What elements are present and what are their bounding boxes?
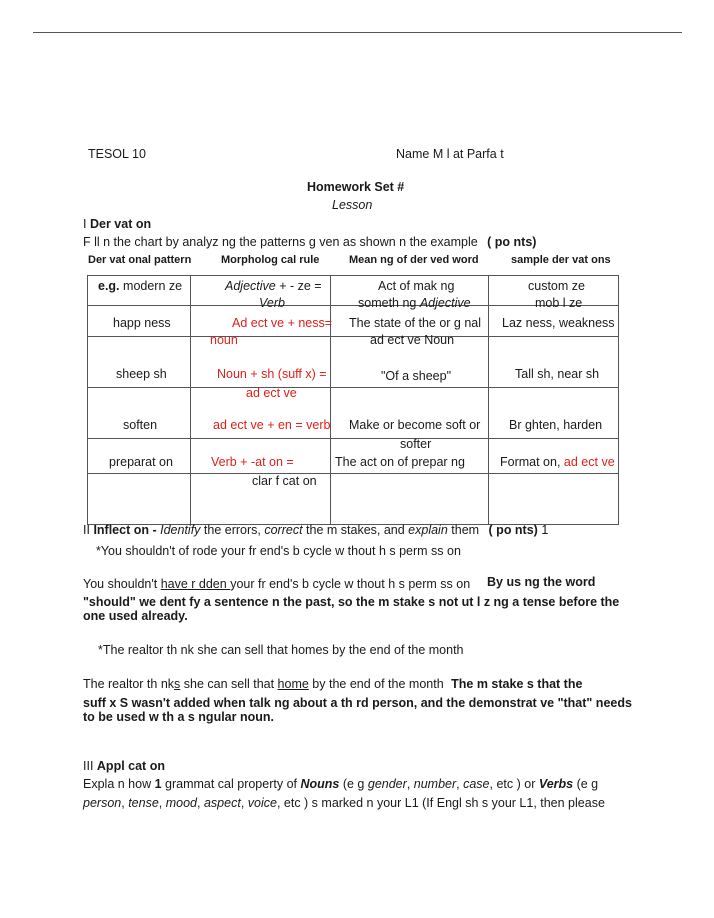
s3l1-case: case xyxy=(463,777,490,791)
answer2-expl-c: to be used w th a s ngular noun. xyxy=(83,710,274,724)
s3l1-gender: gender xyxy=(367,777,407,791)
row1-meaning-adjective: Adjective xyxy=(419,296,471,310)
row5-samples-red: ad ect ve xyxy=(563,455,615,469)
section2-answer2 xyxy=(83,677,582,691)
student-name: Name M l at Parfa t xyxy=(396,147,504,161)
row1-rule-adjective: Adjective xyxy=(225,279,276,293)
section2-item1: *You shouldn't of rode your fr end's b cycle w thout h s perm ss on xyxy=(96,544,461,558)
row4-rule: ad ect ve + en = verb xyxy=(213,418,331,432)
row5-samples xyxy=(500,455,615,469)
row1-rule-verb: Verb xyxy=(259,296,285,310)
section1-heading xyxy=(83,217,151,231)
s3l1-a: Expla n how xyxy=(83,777,155,791)
s3l1-k: , etc ) or xyxy=(489,777,539,791)
row1-meaning-a: Act of mak ng xyxy=(378,279,455,293)
row1-meaning-text: someth ng xyxy=(358,296,420,310)
row4-meaning-b: softer xyxy=(400,437,432,451)
row1-rule xyxy=(225,279,322,293)
section2-points-num: 1 xyxy=(541,523,549,537)
section1-title: Der vat on xyxy=(89,217,152,231)
answer2-part-c: she can sell that xyxy=(180,677,278,691)
section2-text2: the m stakes, and xyxy=(302,523,409,537)
row1-rule-suffix: + - ze = xyxy=(275,279,322,293)
row4-meaning-a: Make or become soft or xyxy=(349,418,481,432)
col-header-rule: Morpholog cal rule xyxy=(221,254,320,266)
section2-identify: Identify xyxy=(160,523,201,537)
derivation-table xyxy=(87,275,619,525)
section3-heading xyxy=(83,759,165,773)
section1-instruction xyxy=(83,235,536,249)
row3-meaning: "Of a sheep" xyxy=(381,369,452,383)
section3-title: Appl cat on xyxy=(96,759,165,773)
section2-correct: correct xyxy=(264,523,303,537)
section1-points: ( po nts) xyxy=(487,235,537,249)
s3l2-f: , xyxy=(197,796,204,810)
s3l2-d: , xyxy=(158,796,166,810)
row2-rule-a: Ad ect ve + ness= xyxy=(232,316,333,330)
s3l1-e: (e g xyxy=(339,777,368,791)
section3-line2 xyxy=(83,796,605,810)
page-subtitle: Lesson xyxy=(332,198,373,212)
section3-line1 xyxy=(83,777,598,791)
section2-explain: explain xyxy=(408,523,448,537)
section1-instruction-text: F ll n the chart by analyz ng the patterns g ven as shown n the example xyxy=(83,235,478,249)
row1-pattern xyxy=(98,279,182,293)
section2-text3: them xyxy=(447,523,480,537)
row4-samples: Br ghten, harden xyxy=(509,418,603,432)
s3l1-m: (e g xyxy=(573,777,599,791)
answer1-expl-c: one used already. xyxy=(83,609,188,623)
section2-title: Inflect on - xyxy=(93,523,157,537)
s3l1-g: , xyxy=(406,777,414,791)
s3l2-j: , etc ) s marked n your L1 (If Engl sh s your L1, then please xyxy=(276,796,605,810)
answer1-part-c: your fr end's b cycle w thout h s perm ss on xyxy=(230,577,471,591)
answer2-expl-a: The m stake s that the xyxy=(451,677,583,691)
row3-rule-b: ad ect ve xyxy=(246,386,297,400)
s3l1-c: grammat cal property of xyxy=(161,777,301,791)
answer2-expl-b: suff x S wasn't added when talk ng about a th rd person, and the demonstrat ve "that" needs xyxy=(83,696,632,710)
s3l2-tense: tense xyxy=(128,796,159,810)
answer2-correction-home: home xyxy=(277,677,309,691)
s3l2-b: , xyxy=(121,796,129,810)
row5-rule-b: clar f cat on xyxy=(252,474,317,488)
section2-points: ( po nts) xyxy=(488,523,538,537)
row5-rule-a: Verb + -at on = xyxy=(211,455,294,469)
row3-pattern: sheep sh xyxy=(116,367,167,381)
answer1-correction: have r dden xyxy=(160,577,231,591)
row2-rule-b: noun xyxy=(210,333,238,347)
row1-samples-b: mob l ze xyxy=(535,296,583,310)
row1-samples-a: custom ze xyxy=(528,279,585,293)
row2-meaning-a: The state of the or g nal xyxy=(349,316,482,330)
row4-pattern: soften xyxy=(123,418,158,432)
section2-text1: the errors, xyxy=(200,523,265,537)
s3l1-number: number xyxy=(413,777,457,791)
answer2-part-e: by the end of the month xyxy=(308,677,444,691)
s3l1-i: , xyxy=(456,777,464,791)
row5-pattern: preparat on xyxy=(109,455,173,469)
page-title: Homework Set # xyxy=(307,180,405,194)
s3l2-person: person xyxy=(83,796,122,810)
answer1-expl-a: By us ng the word xyxy=(487,575,596,589)
s3l2-h: , xyxy=(240,796,248,810)
s3l2-voice: voice xyxy=(247,796,277,810)
s3l2-aspect: aspect xyxy=(203,796,241,810)
row1-meaning-b xyxy=(358,296,471,310)
answer1-expl-b: "should" we dent fy a sentence n the past, so the m stake s not ut l z ng a tense before the xyxy=(83,595,620,609)
answer1-part-a: You shouldn't xyxy=(83,577,161,591)
answer2-correction-s: s xyxy=(174,677,181,691)
row2-pattern: happ ness xyxy=(113,316,171,330)
row5-meaning: The act on of prepar ng xyxy=(335,455,465,469)
top-rule xyxy=(33,32,682,33)
section1-roman: I xyxy=(83,217,87,231)
section2-answer1 xyxy=(83,577,470,591)
s3l1-b: 1 xyxy=(154,777,162,791)
row2-samples: Laz ness, weakness xyxy=(502,316,615,330)
section3-roman: III xyxy=(83,759,94,773)
col-header-meaning: Mean ng of der ved word xyxy=(349,254,479,266)
s3l1-verbs: Verbs xyxy=(538,777,574,791)
row1-eg: e.g. xyxy=(98,279,120,293)
s3l2-mood: mood xyxy=(165,796,198,810)
section2-heading xyxy=(83,523,548,537)
row1-pattern-text: modern ze xyxy=(123,279,183,293)
col-header-pattern: Der vat onal pattern xyxy=(88,254,192,266)
row3-samples: Tall sh, near sh xyxy=(515,367,600,381)
row2-meaning-b: ad ect ve Noun xyxy=(370,333,455,347)
section2-item2: *The realtor th nk she can sell that homes by the end of the month xyxy=(98,643,464,657)
s3l1-nouns: Nouns xyxy=(300,777,340,791)
course-label: TESOL 10 xyxy=(88,147,146,161)
row5-samples-text: Format on, xyxy=(500,455,564,469)
section2-roman: II xyxy=(83,523,90,537)
row3-rule-a: Noun + sh (suff x) = xyxy=(217,367,327,381)
col-header-samples: sample der vat ons xyxy=(511,254,611,266)
answer2-part-a: The realtor th nk xyxy=(83,677,175,691)
